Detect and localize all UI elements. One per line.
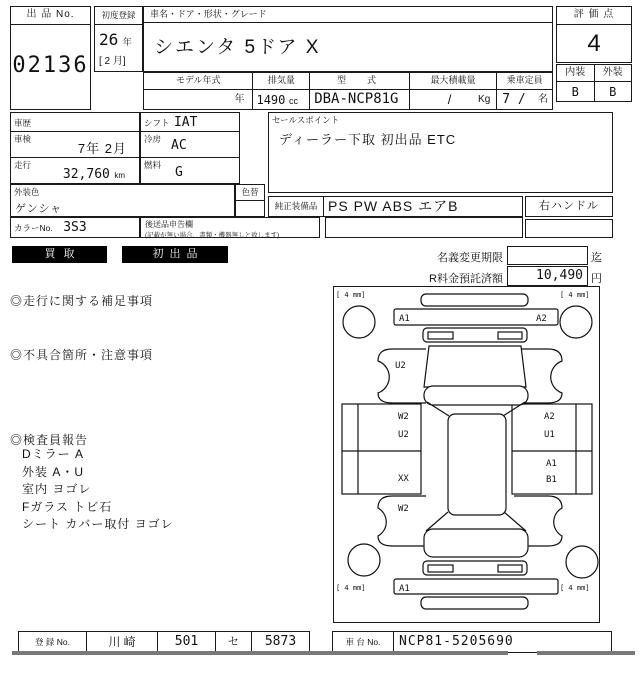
later-items-label: 後送品申告欄 [145, 220, 193, 229]
inspection-value: 7年 2月 [77, 141, 127, 156]
aircon-value: AC [171, 138, 187, 153]
exterior-grade: B [609, 85, 617, 99]
first-registration-label: 初度登録 [95, 7, 142, 25]
fold-line-left [12, 651, 508, 655]
rear-light-panel [423, 561, 527, 575]
color-number-label: カラーNo. [14, 223, 53, 233]
front-left-fender-outline [378, 349, 426, 403]
damage-right-front-door-1: A2 [544, 412, 555, 422]
transfer-deadline-field [507, 246, 588, 265]
model-year-label: モデル年式 [144, 73, 252, 90]
buyout-badge: 買取 [12, 246, 107, 263]
capacity-label: 乗車定員 [497, 73, 552, 90]
inspector-item: 外装 A・U [22, 464, 85, 479]
inspector-item: シート カバー取付 ヨゴレ [22, 517, 174, 531]
wheel-rear-left [348, 544, 380, 576]
displacement-label: 排気量 [253, 73, 309, 90]
exterior-label: 外装 [602, 67, 623, 78]
damage-left-rear-quarter: W2 [398, 504, 409, 514]
tailgate-band [424, 529, 528, 557]
damage-front-bumper-right: A2 [536, 314, 547, 324]
wheel-rear-right [566, 546, 598, 578]
payload-unit: Kg [478, 94, 491, 105]
equipment-box [268, 196, 523, 217]
front-light-panel [423, 328, 527, 342]
lot-number-box [10, 6, 91, 110]
first-listing-badge: 初出品 [122, 246, 228, 263]
spec-row [143, 72, 553, 110]
tire-tread-front-right: [ 4 mm] [560, 291, 590, 299]
shift-label: シフト [144, 118, 170, 128]
first-registration-year-unit: 年 [122, 37, 132, 47]
steering-box [525, 196, 613, 217]
recycle-fee-label: R料金預託済額 [429, 273, 503, 285]
history-box [10, 112, 140, 184]
model-code-cell [310, 73, 410, 109]
displacement-value: 1490 [256, 93, 286, 107]
tire-tread-rear-right: [ 4 mm] [560, 584, 590, 592]
windshield-band [424, 386, 528, 405]
grade-score-box [556, 6, 632, 63]
transfer-deadline-label: 名義変更期限 [437, 252, 503, 264]
color-number-box [10, 217, 140, 238]
rear-bumper [394, 579, 558, 594]
car-name-value: シエンタ 5ドア X [154, 37, 321, 58]
recolor-label: 色替 [236, 185, 264, 201]
registration-area: 川 崎 [87, 632, 158, 652]
damage-right-rear-door-2: B1 [546, 475, 557, 485]
exterior-color-box [10, 184, 235, 217]
sales-point-label: セールスポイント [272, 115, 340, 125]
exterior-color-value: ゲンシャ [15, 203, 63, 215]
registration-number: 5873 [264, 634, 297, 649]
wheel-front-right [560, 306, 592, 338]
first-registration-box [94, 6, 143, 72]
damage-left-front-door-2: U2 [398, 430, 409, 440]
grade-score-value: 4 [587, 30, 601, 57]
front-edge-molding [421, 294, 528, 306]
tire-tread-rear-left: [ 4 mm] [336, 584, 366, 592]
aircon-label: 冷房 [144, 134, 162, 144]
first-registration-month: [ 2 月] [99, 56, 126, 67]
equipment-empty-cell [325, 217, 523, 238]
car-name-box [143, 6, 553, 72]
mileage-value: 32,760 [62, 167, 110, 182]
inspection-label: 車検 [14, 134, 32, 144]
damage-diagram [333, 286, 600, 623]
transfer-deadline-unit: 迄 [591, 252, 602, 264]
equipment-label: 純正装備品 [269, 197, 324, 216]
rear-edge-molding [421, 597, 528, 609]
car-name-label: 車名・ドア・形状・グレード [144, 7, 552, 23]
lot-number-label: 出 品 No. [11, 7, 90, 25]
inspector-report-list [22, 446, 174, 534]
left-door-band [342, 404, 421, 494]
recycle-fee-value: 10,490 [536, 268, 583, 283]
capacity-cell [497, 73, 552, 109]
interior-grade: B [557, 82, 595, 102]
model-year-cell [144, 73, 253, 109]
roof [448, 414, 506, 515]
tire-tread-front-left: [ 4 mm] [336, 291, 366, 299]
registration-class: 501 [158, 632, 216, 652]
grade-score-label: 評 価 点 [557, 7, 631, 25]
capacity-unit: 名 [538, 94, 549, 105]
chassis-label: 車 台 No. [333, 632, 394, 652]
inspector-item: 室内 ヨゴレ [22, 482, 92, 496]
history-label: 車歴 [14, 118, 32, 128]
registration-kana: セ [216, 632, 252, 652]
damage-front-left-fender: U2 [395, 361, 406, 371]
steering-value: 右ハンドル [539, 200, 599, 212]
damage-right-rear-door-1: A1 [546, 459, 557, 469]
fuel-value: G [175, 165, 183, 180]
car-outline-drawing [334, 287, 599, 622]
lot-number-value: 02136 [12, 53, 89, 78]
shift-aircon-fuel-box [140, 112, 240, 184]
mileage-notes-title: ◎走行に関する補足事項 [10, 294, 154, 308]
registration-number-box [18, 631, 310, 653]
shift-value: IAT [173, 115, 198, 130]
front-bumper [394, 309, 558, 325]
inspector-item: Dミラー A [22, 447, 85, 461]
recycle-fee-unit: 円 [591, 273, 602, 285]
equipment-value: PS PW ABS エアB [328, 198, 459, 214]
hood [424, 346, 526, 387]
inspector-item: Fガラス トビ石 [22, 499, 113, 514]
damage-left-rear-door: XX [398, 474, 409, 484]
recolor-box [235, 184, 265, 217]
damage-right-front-door-2: U1 [544, 430, 555, 440]
payload-label: 最大積載量 [410, 73, 497, 90]
exterior-color-label: 外装色 [14, 187, 40, 197]
displacement-cell [253, 73, 310, 109]
chassis-value: NCP81-5205690 [399, 634, 514, 649]
later-items-note: (記載が無い場合、書類・機器無しと致します) [145, 232, 280, 239]
defect-notes-title: ◎不具合箇所・注意事項 [10, 348, 154, 362]
inspector-report-title: ◎検査員報告 [10, 433, 89, 447]
steering-empty-cell [525, 219, 613, 238]
mileage-unit: km [114, 171, 125, 180]
fuel-label: 燃料 [144, 160, 162, 170]
model-year-value: 年 [234, 94, 245, 105]
displacement-unit: cc [289, 96, 298, 106]
model-code-value: DBA-NCP81G [314, 91, 399, 107]
interior-exterior-box [556, 64, 632, 102]
payload-value: / [447, 92, 452, 107]
model-code-label: 型 式 [310, 73, 409, 90]
sales-point-box [268, 112, 613, 193]
damage-rear-bumper-left: A1 [399, 584, 410, 594]
fold-line-right [537, 651, 635, 655]
wheel-front-left [343, 306, 375, 338]
damage-left-front-door-1: W2 [398, 412, 409, 422]
registration-label: 登 録 No. [19, 632, 87, 652]
chassis-number-box [332, 631, 612, 653]
first-registration-year: 26 [99, 30, 119, 49]
mileage-label: 走行 [14, 160, 32, 170]
sales-point-value: ディーラー下取 初出品 ETC [279, 132, 457, 147]
damage-front-bumper-left: A1 [399, 314, 410, 324]
capacity-value: 7 / [502, 92, 526, 107]
later-items-box [140, 217, 320, 238]
payload-cell [410, 73, 498, 109]
interior-label: 内装 [557, 65, 595, 81]
color-number-value: 3S3 [63, 220, 87, 235]
